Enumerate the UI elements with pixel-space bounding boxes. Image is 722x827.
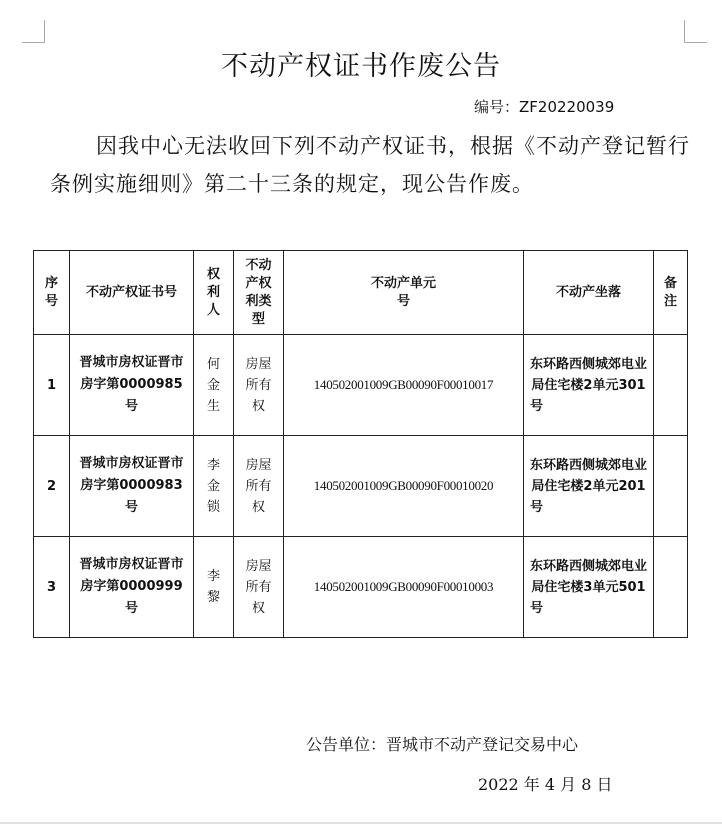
cell-remark (654, 537, 688, 638)
header-holder: 权利人 (194, 251, 234, 335)
cell-seq: 3 (34, 537, 70, 638)
cell-right-type: 房屋所有权 (234, 335, 284, 436)
cell-location: 东环路西侧城郊电业局住宅楼2单元301号 (524, 335, 654, 436)
page-corner-marker-right (684, 20, 707, 43)
cell-location: 东环路西侧城郊电业局住宅楼3单元501号 (524, 537, 654, 638)
page-title: 不动产权证书作废公告 (221, 51, 501, 82)
cell-remark (654, 335, 688, 436)
issue-date: 2022 年 4 月 8 日 (478, 775, 613, 794)
cell-remark (654, 436, 688, 537)
cell-holder: 李金锁 (194, 436, 234, 537)
cell-right-type: 房屋所有权 (234, 436, 284, 537)
issuer-label: 公告单位：晋城市不动产登记交易中心 (306, 735, 579, 754)
intro-paragraph: 因我中心无法收回下列不动产权证书，根据《不动产登记暂行条例实施细则》第二十三条的规定，现公告作废。 (50, 134, 690, 196)
table-row (34, 436, 688, 537)
cell-cert-no: 晋城市房权证晋市房字第0000983号 (70, 436, 194, 537)
cell-unit-no: 140502001009GB00090F00010003 (284, 537, 524, 638)
cell-seq: 2 (34, 436, 70, 537)
cell-cert-no: 晋城市房权证晋市房字第0000985号 (70, 335, 194, 436)
table-header-row (34, 251, 688, 335)
header-location: 不动产坐落 (524, 251, 654, 335)
header-seq: 序号 (34, 251, 70, 335)
header-right-type: 不动产权利类型 (234, 251, 284, 335)
certificate-table (33, 250, 688, 638)
header-remark: 备注 (654, 251, 688, 335)
cell-location: 东环路西侧城郊电业局住宅楼2单元201号 (524, 436, 654, 537)
cell-cert-no: 晋城市房权证晋市房字第0000999号 (70, 537, 194, 638)
table-row (34, 537, 688, 638)
page-corner-marker-left (22, 20, 45, 43)
cell-unit-no: 140502001009GB00090F00010017 (284, 335, 524, 436)
header-cert-no: 不动产权证书号 (70, 251, 194, 335)
cell-seq: 1 (34, 335, 70, 436)
cell-right-type: 房屋所有权 (234, 537, 284, 638)
document-number: 编号：ZF20220039 (474, 98, 615, 116)
header-unit-no: 不动产单元号 (284, 251, 524, 335)
cell-unit-no: 140502001009GB00090F00010020 (284, 436, 524, 537)
cell-holder: 李黎 (194, 537, 234, 638)
page-bottom-edge (0, 822, 722, 824)
table-row (34, 335, 688, 436)
cell-holder: 何金生 (194, 335, 234, 436)
